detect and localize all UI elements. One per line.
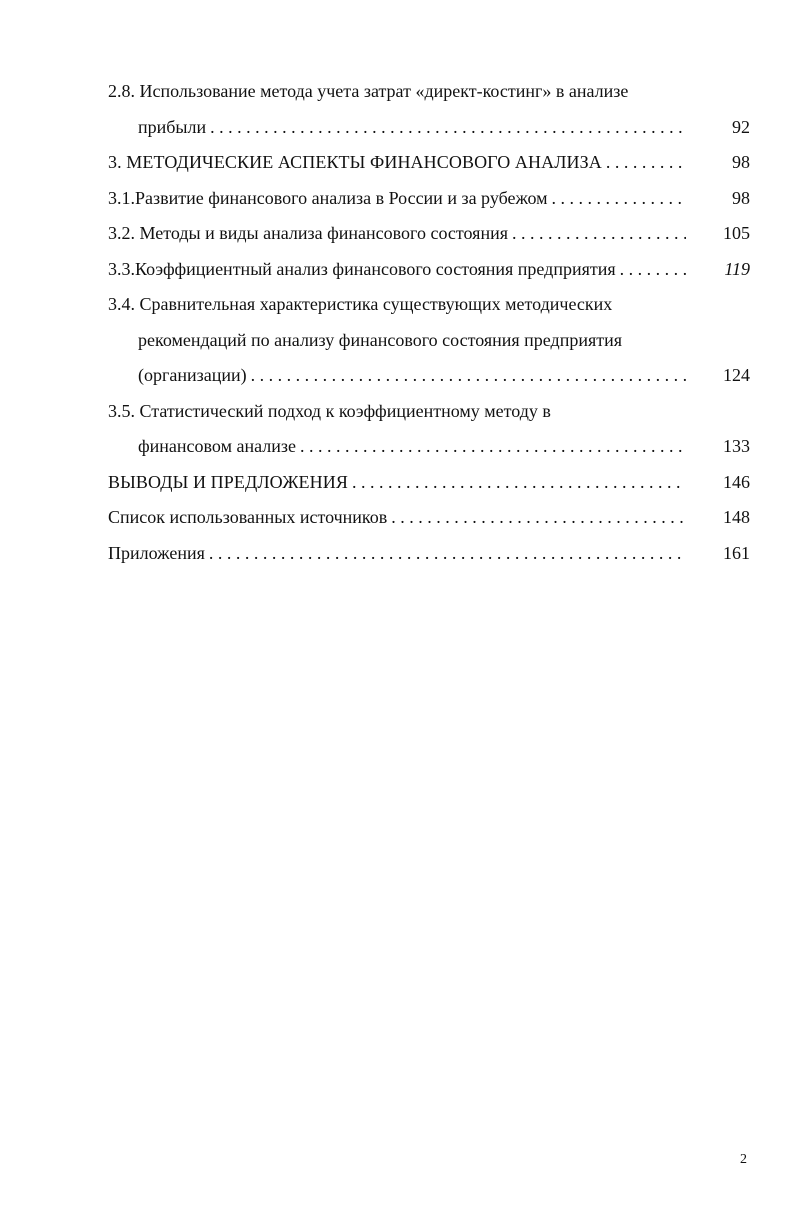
toc-entry-sources-title: Список использованных источников <box>108 507 388 527</box>
dot-leader <box>616 252 686 288</box>
toc-entry-3-4 <box>108 287 750 394</box>
toc-entry-3-2-title: 3.2. Методы и виды анализа финансового состояния <box>108 223 509 243</box>
toc-entry-3-1 <box>108 181 750 217</box>
dot-leader <box>205 536 686 572</box>
toc-entry-2-8-page: 92 <box>732 116 750 137</box>
dot-leader <box>602 145 686 181</box>
toc-entry-sources-page: 148 <box>723 507 750 527</box>
dot-leader <box>296 429 686 465</box>
toc-entry-3-1-page: 98 <box>732 187 750 208</box>
toc-entry-3-3 <box>108 252 750 288</box>
toc-entry-conclusions-page: 146 <box>723 471 750 492</box>
toc-entry-3-1-title: 3.1.Развитие финансового анализа в России и за рубежом <box>108 187 548 208</box>
toc-entry-3-3-page: 119 <box>724 258 750 279</box>
toc-entry-conclusions <box>108 465 750 501</box>
toc-entry-3-2-page: 105 <box>723 223 750 243</box>
toc-entry-2-8-title-line2: прибыли <box>138 116 207 137</box>
toc-entry-3-4-title-line2: рекомендаций по анализу финансового состояния предприятия <box>138 329 623 350</box>
toc-entry-3-page: 98 <box>732 152 750 172</box>
toc-entry-3-5-title-line1: 3.5. Статистический подход к коэффициентному методу в <box>108 400 551 421</box>
toc-entry-3-4-title-line3: (организации) <box>138 365 247 385</box>
toc-entry-3 <box>108 145 750 181</box>
toc-entry-appendix-page: 161 <box>723 542 750 563</box>
toc-entry-3-title: 3. МЕТОДИЧЕСКИЕ АСПЕКТЫ ФИНАНСОВОГО АНАЛИЗА <box>108 152 602 172</box>
dot-leader <box>508 216 686 252</box>
toc-entry-3-4-title-line1: 3.4. Сравнительная характеристика существующих методических <box>108 294 613 314</box>
toc-entry-3-3-title: 3.3.Коэффициентный анализ финансового состояния предприятия <box>108 258 616 279</box>
page-number: 2 <box>740 1152 747 1167</box>
toc-entry-sources <box>108 500 750 536</box>
dot-leader <box>206 110 686 146</box>
toc-entry-3-5-page: 133 <box>723 436 750 456</box>
toc-entry-appendix-title: Приложения <box>108 542 205 563</box>
dot-leader <box>247 358 686 394</box>
toc-entry-3-2 <box>108 216 750 252</box>
dot-leader <box>348 465 686 501</box>
dot-leader <box>387 500 686 536</box>
toc-entry-appendix <box>108 536 750 572</box>
toc-entry-3-5 <box>108 394 750 465</box>
toc-entry-3-4-page: 124 <box>723 365 750 385</box>
toc-entry-2-8-title-line1: 2.8. Использование метода учета затрат «директ-костинг» в анализе <box>108 81 629 101</box>
table-of-contents <box>108 74 750 571</box>
toc-entry-conclusions-title: ВЫВОДЫ И ПРЕДЛОЖЕНИЯ <box>108 471 348 492</box>
dot-leader <box>548 181 686 217</box>
toc-entry-2-8 <box>108 74 750 145</box>
toc-entry-3-5-title-line2: финансовом анализе <box>138 436 296 456</box>
